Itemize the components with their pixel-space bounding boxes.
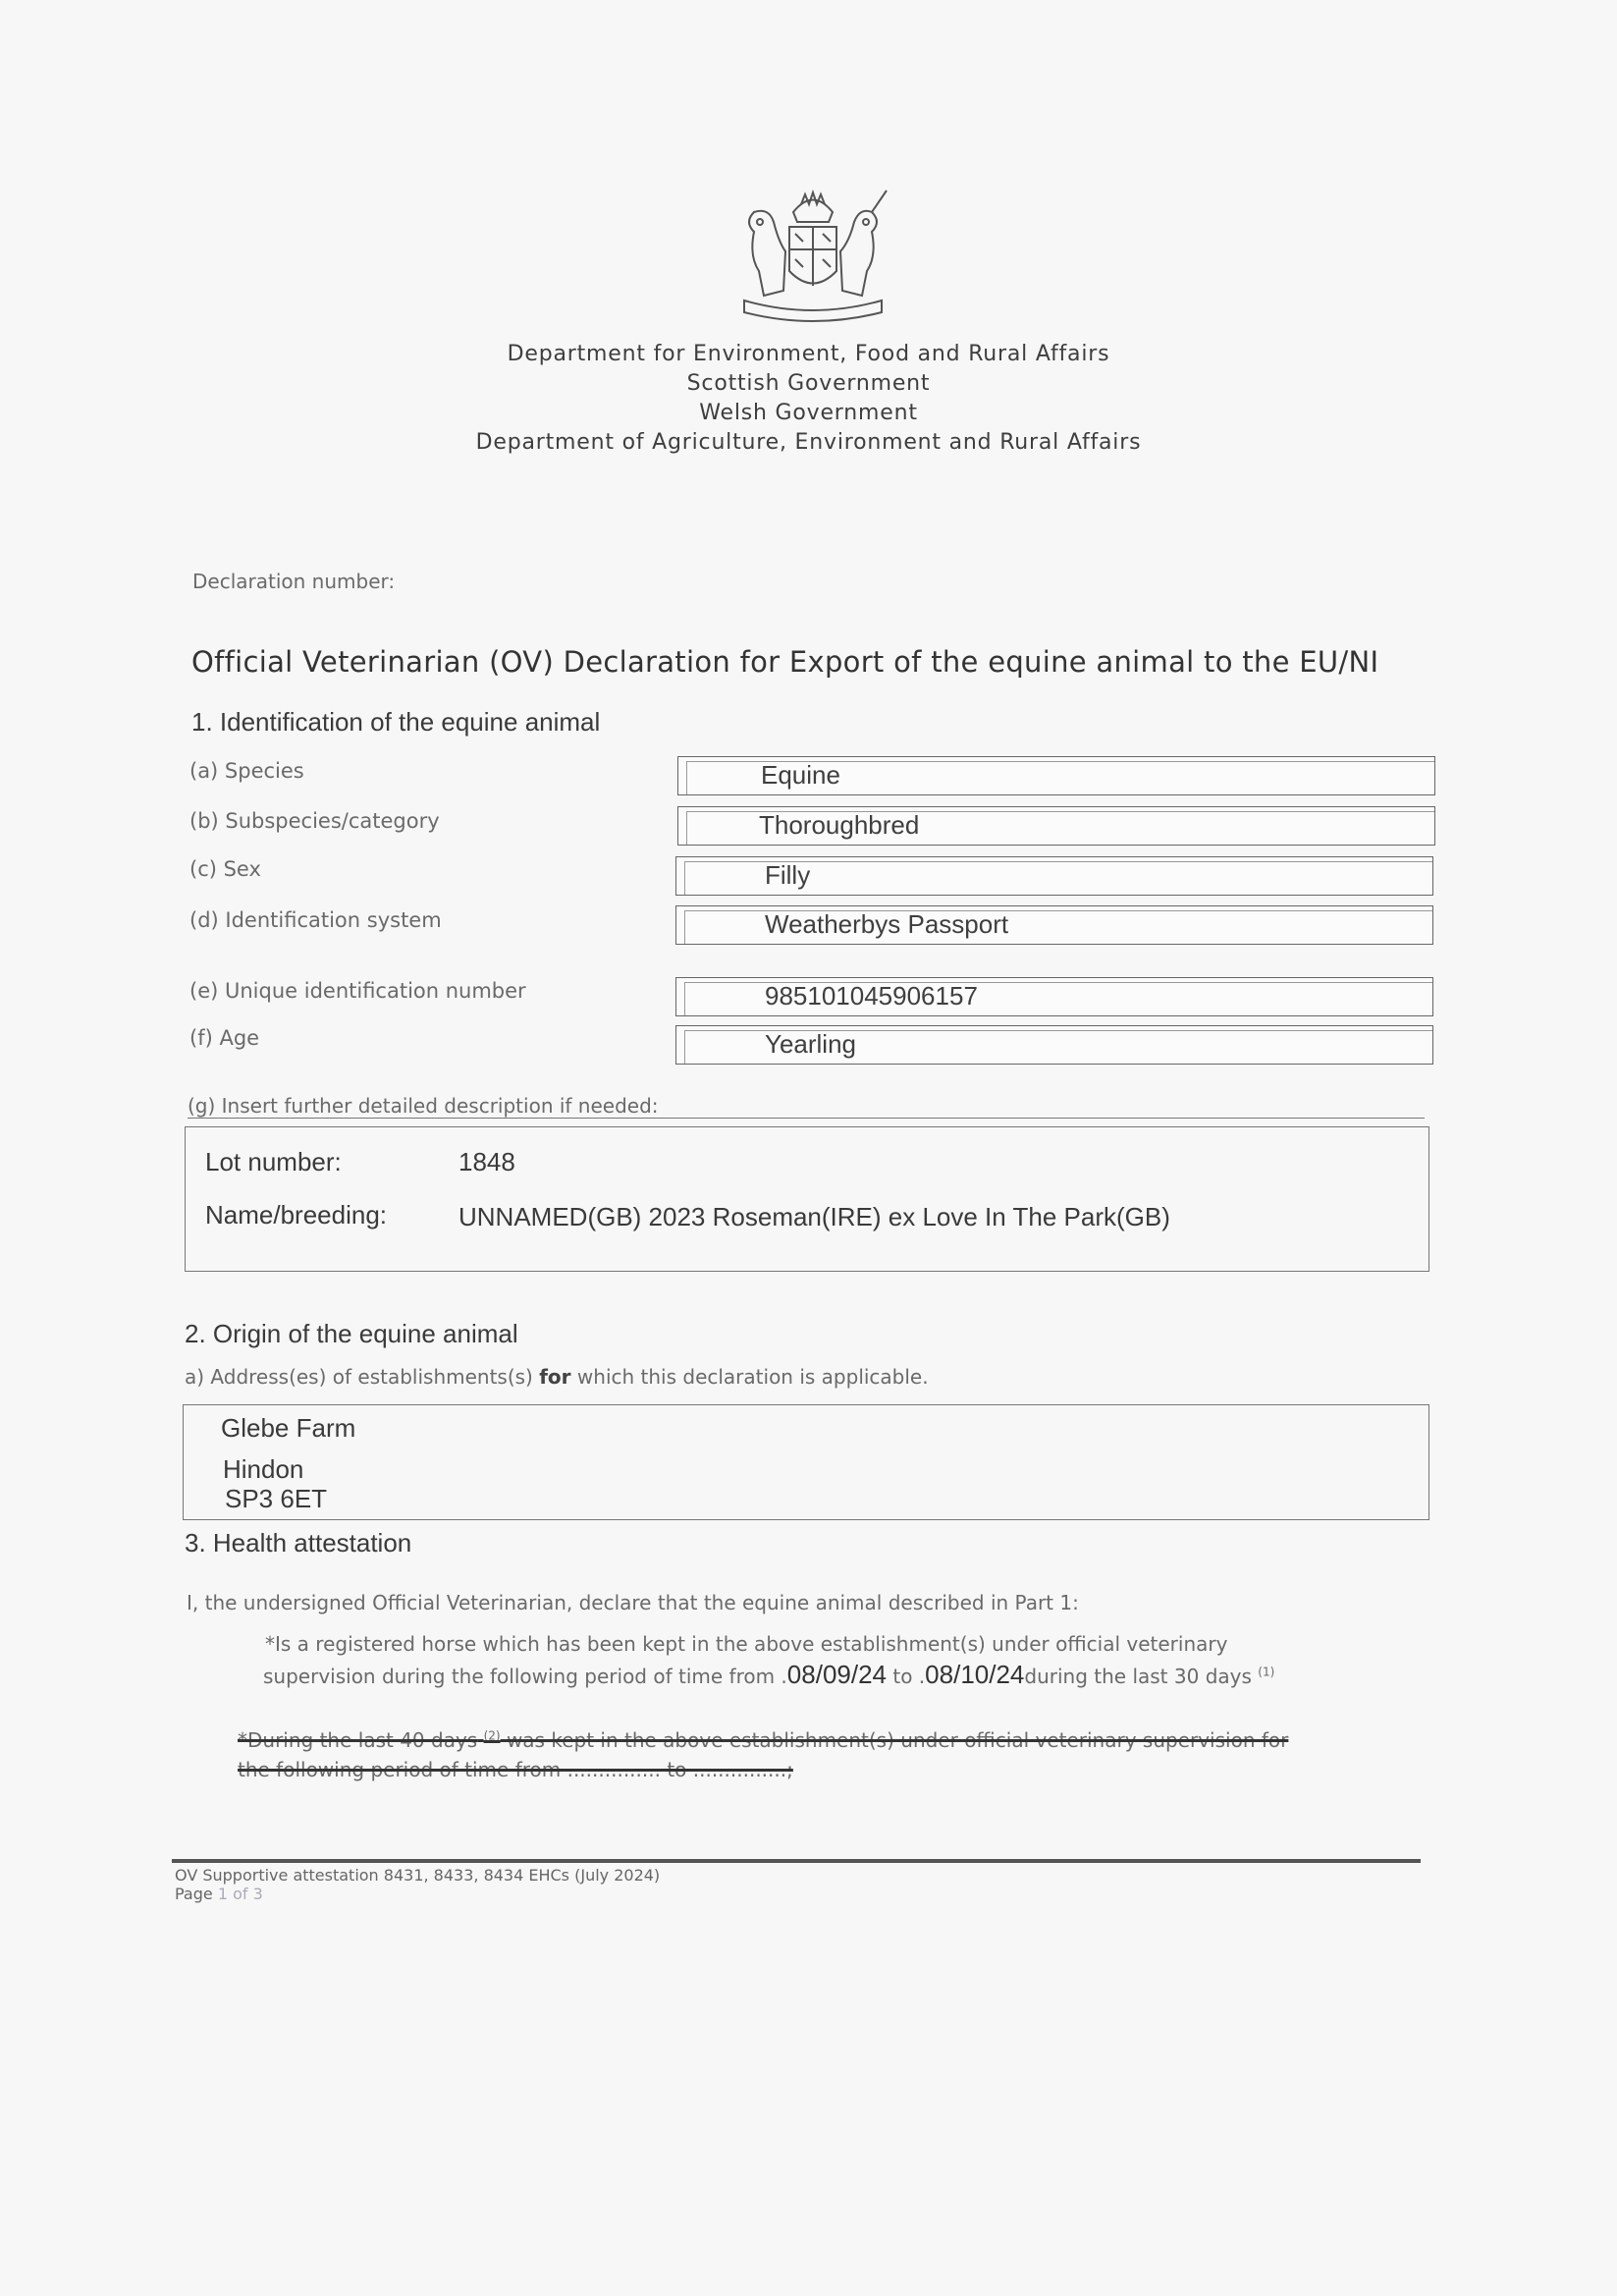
- footnote-1-marker: (1): [1258, 1665, 1275, 1679]
- department-daera: Department of Agriculture, Environment and Rural Affairs: [475, 430, 1142, 455]
- sex-field: [675, 856, 1433, 896]
- attestation-para1-line1: *Is a registered horse which has been kept in the above establishment(s) under official veterinary: [265, 1632, 1228, 1656]
- footer-attestation-ref: OV Supportive attestation 8431, 8433, 8434 EHCs (July 2024): [175, 1866, 661, 1885]
- footer-divider: [172, 1859, 1421, 1863]
- department-scottish-government: Scottish Government: [686, 371, 931, 396]
- age-label: (f) Age: [189, 1026, 260, 1050]
- unique-id-field: [675, 977, 1433, 1016]
- identification-system-field: [675, 905, 1433, 945]
- identification-system-value: Weatherbys Passport: [765, 909, 1009, 939]
- subspecies-value: Thoroughbred: [759, 810, 920, 840]
- royal-coat-of-arms-emblem: [725, 183, 901, 330]
- struck-attestation-line1: *During the last 40 days $^{(2)}$ was kept in the above establishment(s) under official veterinary supervision for: [238, 1728, 1289, 1752]
- establishment-address-label: a) Address(es) of establishments(s) for which this declaration is applicable.: [185, 1365, 929, 1389]
- unique-id-label: (e) Unique identification number: [189, 979, 526, 1003]
- document-title: Official Veterinarian (OV) Declaration for Export of the equine animal to the EU/NI: [191, 645, 1379, 679]
- period-to-date: 08/10/24: [925, 1660, 1025, 1689]
- attestation-intro: I, the undersigned Official Veterinarian, declare that the equine animal described in Part 1:: [187, 1591, 1079, 1614]
- age-value: Yearling: [765, 1029, 857, 1059]
- further-description-box: [185, 1126, 1429, 1272]
- name-breeding-value: UNNAMED(GB) 2023 Roseman(IRE) ex Love In The Park(GB): [458, 1202, 1170, 1231]
- further-description-label: (g) Insert further detailed description if needed:: [188, 1094, 1425, 1119]
- address-line-2: Hindon: [223, 1454, 304, 1484]
- unique-id-value: 985101045906157: [765, 981, 978, 1011]
- establishment-address-box: [183, 1404, 1429, 1520]
- section1-heading: 1. Identification of the equine animal: [191, 707, 601, 737]
- species-label: (a) Species: [189, 759, 304, 783]
- lot-number-label: Lot number:: [205, 1147, 342, 1176]
- age-field: [675, 1025, 1433, 1065]
- section3-heading: 3. Health attestation: [185, 1528, 412, 1558]
- name-breeding-label: Name/breeding:: [205, 1200, 387, 1230]
- species-value: Equine: [761, 760, 840, 790]
- attestation-para1-line2: supervision during the following period of time from .08/09/24 to .08/10/24during the last 30 days $^{(1)}$: [263, 1660, 1275, 1689]
- sex-label: (c) Sex: [189, 857, 261, 881]
- species-field: [677, 756, 1435, 795]
- subspecies-field: [677, 806, 1435, 846]
- department-defra: Department for Environment, Food and Rural Affairs: [507, 342, 1110, 366]
- footer-page-number: Page 1 of 3: [175, 1885, 263, 1903]
- period-from-date: 08/09/24: [786, 1660, 888, 1689]
- address-line-1: Glebe Farm: [221, 1413, 356, 1443]
- section2-heading: 2. Origin of the equine animal: [185, 1319, 518, 1348]
- subspecies-label: (b) Subspecies/category: [189, 809, 440, 833]
- declaration-number-label: Declaration number:: [192, 570, 396, 593]
- address-line-3: SP3 6ET: [225, 1484, 328, 1513]
- sex-value: Filly: [765, 860, 811, 890]
- struck-attestation-line2: the following period of time from ............... to ...............;: [238, 1758, 793, 1781]
- identification-system-label: (d) Identification system: [189, 908, 442, 932]
- department-welsh-government: Welsh Government: [699, 401, 918, 425]
- lot-number-value: 1848: [458, 1147, 515, 1176]
